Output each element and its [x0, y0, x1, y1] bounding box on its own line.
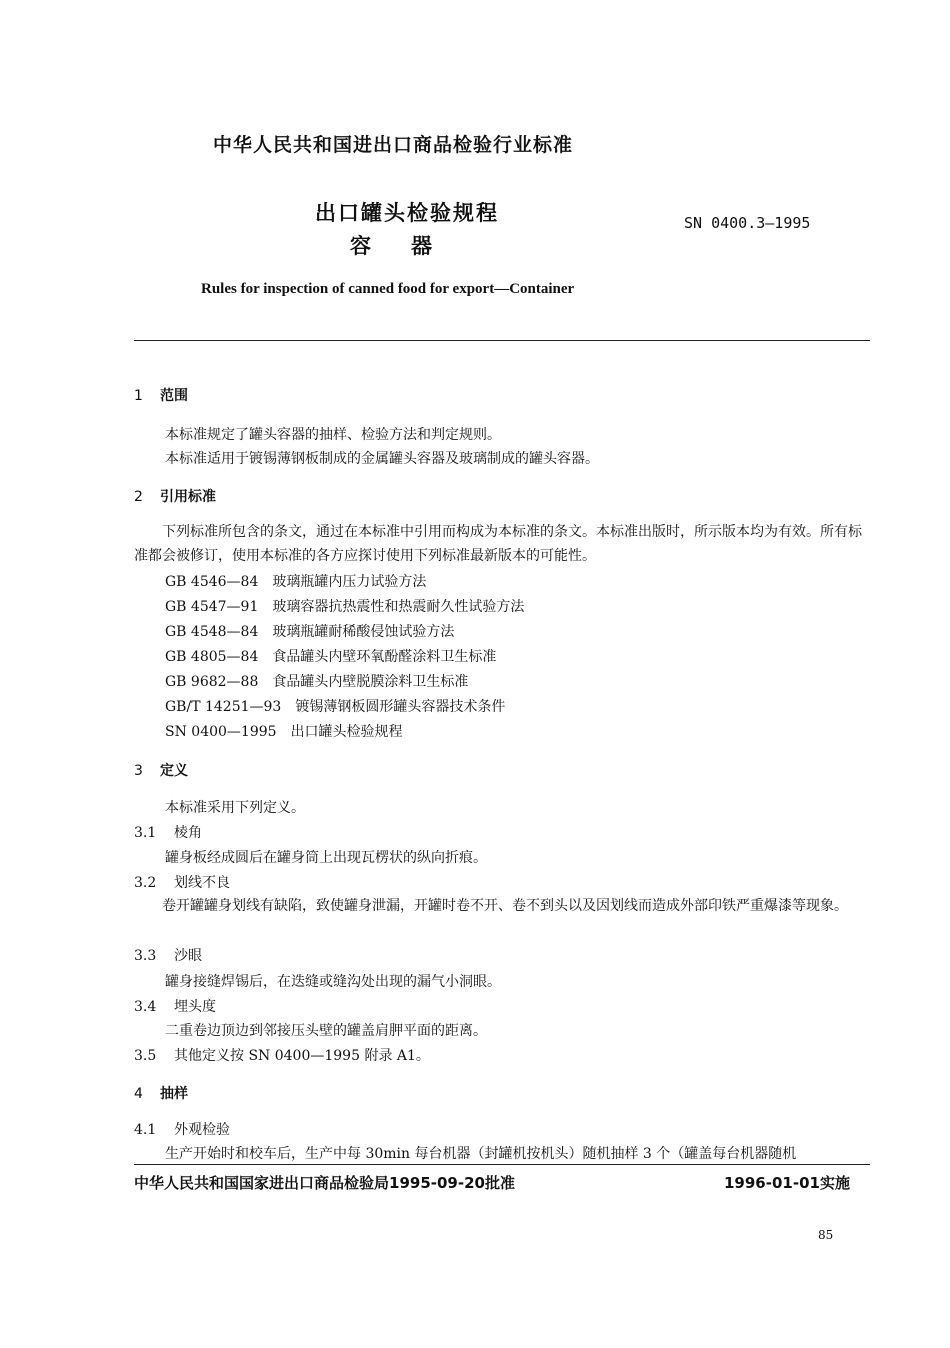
definition-term: 划线不良: [174, 875, 230, 891]
reference-item: [165, 696, 505, 716]
approval-statement: 中华人民共和国国家进出口商品检验局1995-09-20批准: [134, 1174, 515, 1192]
reference-item: [165, 571, 426, 591]
reference-code: GB 4546—84: [165, 574, 259, 590]
reference-name: 玻璃瓶罐耐稀酸侵蚀试验方法: [272, 624, 455, 640]
definition-text: 二重卷边顶边到邻接压头壁的罐盖肩胛平面的距离。: [165, 1023, 487, 1039]
reference-code: GB/T 14251—93: [165, 699, 282, 715]
reference-item: [165, 721, 403, 741]
paragraph: 生产开始时和校车后，生产中每 30min 每台机器（封罐机按机头）随机抽样 3 个（罐盖每台机器随机: [165, 1146, 797, 1162]
page-number: 85: [818, 1228, 834, 1242]
section-title: 抽样: [160, 1086, 188, 1102]
definition-number: 3.4: [134, 999, 157, 1015]
section-2-heading: [134, 486, 216, 506]
definition-heading: [134, 822, 202, 842]
reference-name: 出口罐头检验规程: [290, 724, 403, 740]
section-title: 引用标准: [160, 489, 216, 505]
definition-heading: [134, 945, 202, 965]
section-number: 4: [134, 1086, 143, 1102]
definition-term: 棱角: [174, 825, 202, 841]
section-number: 1: [134, 388, 143, 404]
paragraph: 下列标准所包含的条文，通过在本标准中引用而构成为本标准的条文。本标准出版时，所示版本均为有效。所有标准都会被修订，使用本标准的各方应探讨使用下列标准最新版本的可能性。: [134, 524, 862, 564]
definition-heading: [134, 1045, 430, 1065]
reference-name: 镀锡薄钢板圆形罐头容器技术条件: [295, 699, 506, 715]
footer-divider: [134, 1164, 870, 1165]
issuing-authority: 中华人民共和国进出口商品检验行业标准: [213, 134, 574, 156]
definition-text: 罐身板经成圆后在罐身筒上出现瓦楞状的纵向折痕。: [165, 850, 487, 866]
definition-number: 3.1: [134, 825, 157, 841]
section-number: 2: [134, 489, 143, 505]
definition-text: 其他定义按 SN 0400—1995 附录 A1。: [174, 1048, 430, 1064]
reference-code: GB 4547—91: [165, 599, 259, 615]
subsection-heading: [134, 1119, 230, 1139]
reference-code: GB 4805—84: [165, 649, 259, 665]
definition-heading: [134, 872, 230, 892]
definition-text: 罐身接缝焊锡后，在迭缝或缝沟处出现的漏气小洞眼。: [165, 974, 501, 990]
definition-term: 埋头度: [174, 999, 216, 1015]
subsection-number: 4.1: [134, 1122, 157, 1138]
section-title: 范围: [160, 388, 188, 404]
standard-code: SN 0400.3—1995: [684, 214, 811, 232]
document-subtitle: 容器: [350, 234, 472, 258]
definition-term: 沙眼: [174, 948, 202, 964]
reference-name: 食品罐头内壁脱膜涂料卫生标准: [272, 674, 469, 690]
reference-code: SN 0400—1995: [165, 724, 277, 740]
paragraph: 本标准适用于镀锡薄钢板制成的金属罐头容器及玻璃制成的罐头容器。: [165, 451, 599, 467]
definition-number: 3.2: [134, 875, 157, 891]
document-title: 出口罐头检验规程: [315, 201, 499, 225]
reference-item: [165, 646, 496, 666]
reference-code: GB 9682—88: [165, 674, 259, 690]
definition-number: 3.5: [134, 1048, 157, 1064]
subsection-title: 外观检验: [174, 1122, 230, 1138]
reference-item: [165, 596, 524, 616]
english-title: Rules for inspection of canned food for export—Container: [201, 281, 575, 297]
reference-item: [165, 671, 468, 691]
definition-number: 3.3: [134, 948, 157, 964]
section-title: 定义: [160, 763, 188, 779]
paragraph: 本标准规定了罐头容器的抽样、检验方法和判定规则。: [165, 427, 501, 443]
reference-item: [165, 621, 454, 641]
section-1-heading: [134, 385, 188, 405]
effective-date: 1996-01-01实施: [724, 1174, 850, 1192]
definition-heading: [134, 996, 216, 1016]
paragraph: 本标准采用下列定义。: [165, 800, 305, 816]
reference-name: 玻璃容器抗热震性和热震耐久性试验方法: [272, 599, 525, 615]
section-4-heading: [134, 1083, 188, 1103]
definition-text: 卷开罐罐身划线有缺陷，致使罐身泄漏，开罐时卷不开、卷不到头以及因划线而造成外部印铁严重爆漆等现象。: [162, 898, 848, 914]
section-number: 3: [134, 763, 143, 779]
reference-code: GB 4548—84: [165, 624, 259, 640]
reference-name: 玻璃瓶罐内压力试验方法: [272, 574, 427, 590]
reference-name: 食品罐头内壁环氧酚醛涂料卫生标准: [272, 649, 497, 665]
header-divider: [134, 340, 870, 341]
section-3-heading: [134, 760, 188, 780]
